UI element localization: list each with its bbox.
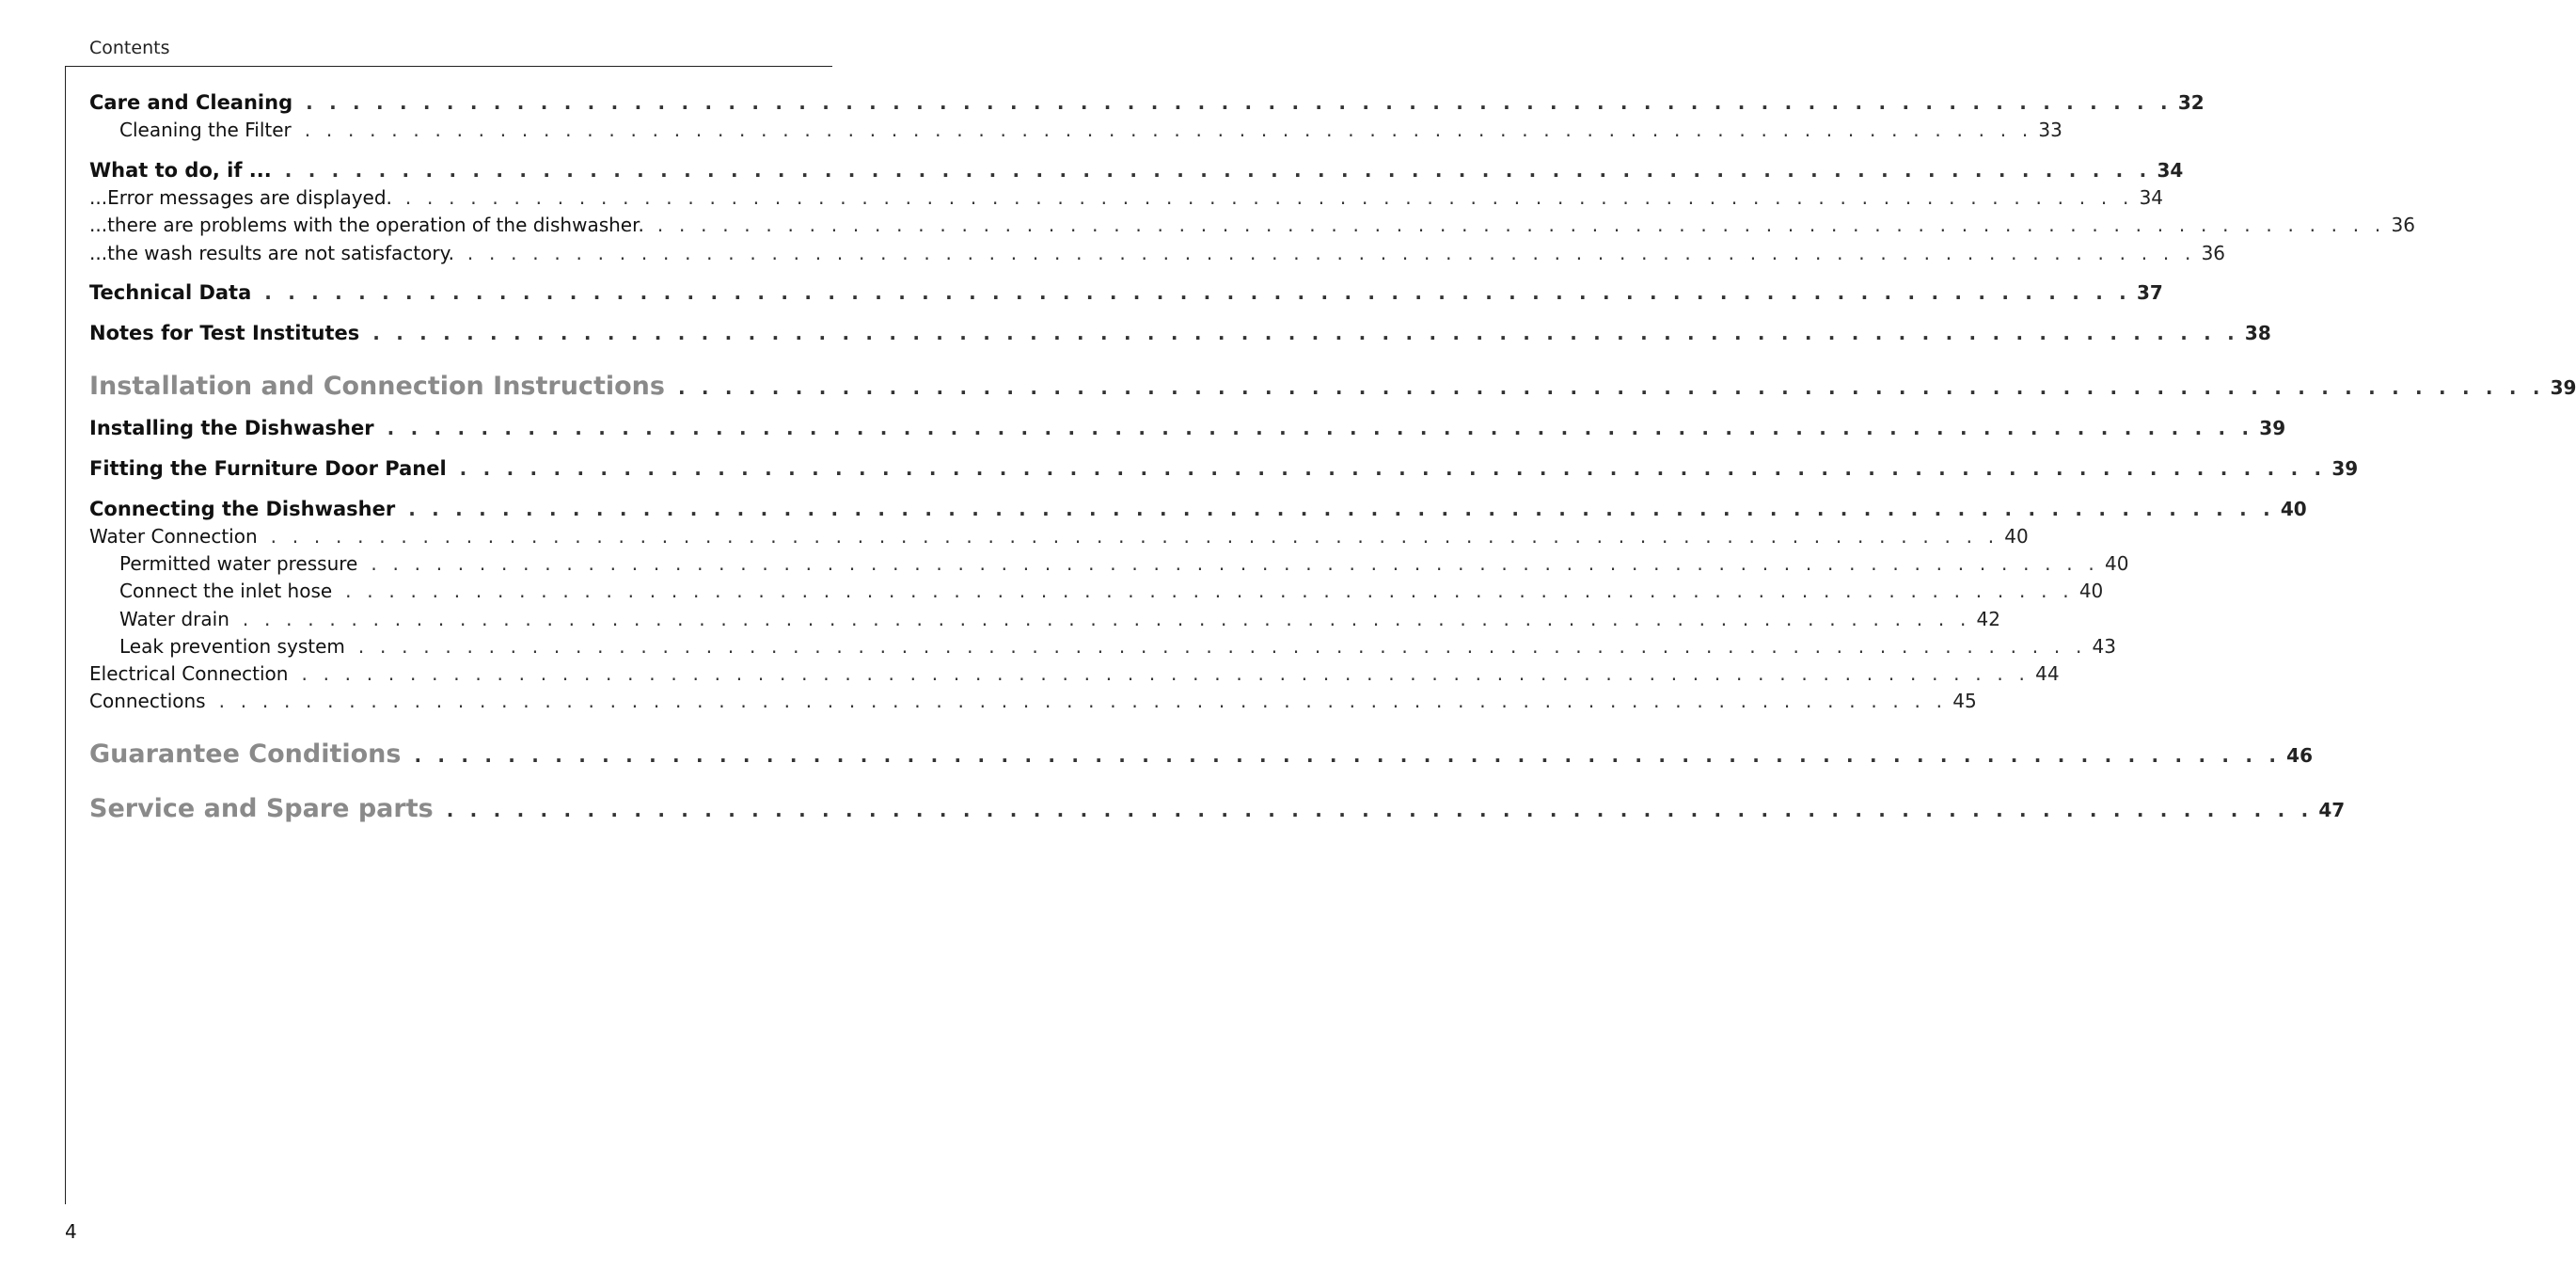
dot-leader: . . . . . . . . . . . . . . . . . . . . . . . . . . . . . . . . . . . . . . . . . . . . . . . . . . . . . . . . . . . . . . . . . . . . . . . . . . . . . . . . — [301, 662, 2031, 685]
toc-entry-page: 36 — [2391, 214, 2415, 236]
toc-entry[interactable] — [89, 739, 2313, 769]
dot-leader: . . . . . . . . . . . . . . . . . . . . . . . . . . . . . . . . . . . . . . . . . . . . . . . . . . . . . . . . . . . . . . . . . . . . . . . . . . . . . . . . — [242, 608, 1971, 630]
toc-entry[interactable] — [89, 794, 2346, 823]
toc-entry-title: Leak prevention system — [119, 635, 345, 658]
dot-leader: . . . . . . . . . . . . . . . . . . . . . . . . . . . . . . . . . . . . . . . . . . . . . . . . . . . . . . . . . . . . . . . . . . . . . . . . . . . . . . . . — [387, 417, 2254, 439]
toc-entry[interactable] — [119, 119, 2062, 141]
toc-entry-page: 46 — [2286, 744, 2313, 767]
toc-entry-page: 47 — [2318, 799, 2346, 821]
dot-leader: . . . . . . . . . . . . . . . . . . . . . . . . . . . . . . . . . . . . . . . . . . . . . . . . . . . . . . . . . . . . . . . . . . . . . . . . . . . . . . . . — [408, 498, 2275, 520]
toc-entry[interactable] — [89, 186, 2164, 209]
toc-entry[interactable] — [89, 214, 2415, 236]
toc-entry[interactable] — [89, 281, 2163, 304]
toc-entry-title: Care and Cleaning — [89, 91, 293, 114]
toc-entry-title: Technical Data — [89, 281, 252, 304]
dot-leader: . . . . . . . . . . . . . . . . . . . . . . . . . . . . . . . . . . . . . . . . . . . . . . . . . . . . . . . . . . . . . . . . . . . . . . . . . . . . . . . . — [304, 119, 2033, 141]
toc-entry-page: 40 — [2280, 498, 2307, 520]
toc-entry[interactable] — [119, 608, 2000, 630]
toc-entry-title: Connecting the Dishwasher — [89, 498, 396, 520]
toc-entry-page: 40 — [2104, 552, 2129, 575]
toc-entry-title: Notes for Test Institutes — [89, 322, 360, 344]
toc-entry-title: ...there are problems with the operation of the dishwasher. — [89, 214, 644, 236]
toc-entry-title: Cleaning the Filter — [119, 119, 292, 141]
toc-entry-title: ...the wash results are not satisfactory. — [89, 242, 454, 264]
dot-leader: . . . . . . . . . . . . . . . . . . . . . . . . . . . . . . . . . . . . . . . . . . . . . . . . . . . . . . . . . . . . . . . . . . . . . . . . . . . . . . . . — [284, 159, 2152, 182]
dot-leader: . . . . . . . . . . . . . . . . . . . . . . . . . . . . . . . . . . . . . . . . . . . . . . . . . . . . . . . . . . . . . . . . . . . . . . . . . . . . . . . . — [466, 242, 2196, 264]
toc-entry-page: 40 — [2078, 580, 2104, 602]
toc-entry[interactable] — [89, 372, 2576, 401]
toc-entry-page: 39 — [2550, 376, 2576, 399]
toc-entry-title: Electrical Connection — [89, 662, 289, 685]
toc-entry-title: Service and Spare parts — [89, 794, 434, 823]
toc-entry-page: 34 — [2157, 159, 2184, 182]
dot-leader: . . . . . . . . . . . . . . . . . . . . . . . . . . . . . . . . . . . . . . . . . . . . . . . . . . . . . . . . . . . . . . . . . . . . . . . . . . . . . . . . — [357, 635, 2087, 658]
toc-entry[interactable] — [119, 552, 2129, 575]
dot-leader: . . . . . . . . . . . . . . . . . . . . . . . . . . . . . . . . . . . . . . . . . . . . . . . . . . . . . . . . . . . . . . . . . . . . . . . . . . . . . . . . — [372, 322, 2239, 344]
toc-entry-page: 40 — [2004, 525, 2029, 548]
toc-entry-page: 45 — [1952, 690, 1977, 712]
dot-leader: . . . . . . . . . . . . . . . . . . . . . . . . . . . . . . . . . . . . . . . . . . . . . . . . . . . . . . . . . . . . . . . . . . . . . . . . . . . . . . . . — [414, 744, 2282, 767]
toc-entry[interactable] — [89, 322, 2271, 344]
toc-entry-title: Water Connection — [89, 525, 258, 548]
toc-entry-page: 39 — [2331, 457, 2359, 480]
toc-entry[interactable] — [89, 690, 1977, 712]
toc-entry-title: Connect the inlet hose — [119, 580, 333, 602]
toc-entry-title: Water drain — [119, 608, 229, 630]
dot-leader: . . . . . . . . . . . . . . . . . . . . . . . . . . . . . . . . . . . . . . . . . . . . . . . . . . . . . . . . . . . . . . . . . . . . . . . . . . . . . . . . — [446, 799, 2314, 821]
dot-leader: . . . . . . . . . . . . . . . . . . . . . . . . . . . . . . . . . . . . . . . . . . . . . . . . . . . . . . . . . . . . . . . . . . . . . . . . . . . . . . . . — [270, 525, 1999, 548]
dot-leader: . . . . . . . . . . . . . . . . . . . . . . . . . . . . . . . . . . . . . . . . . . . . . . . . . . . . . . . . . . . . . . . . . . . . . . . . . . . . . . . . — [345, 580, 2074, 602]
toc-entry-title: ...Error messages are displayed. — [89, 186, 392, 209]
toc-entry-page: 42 — [1976, 608, 2000, 630]
toc-entry[interactable] — [89, 91, 2205, 114]
toc-entry-title: What to do, if ... — [89, 159, 272, 182]
toc-entry-title: Installation and Connection Instructions — [89, 372, 665, 401]
toc-entry-page: 39 — [2259, 417, 2286, 439]
toc-entry[interactable] — [89, 662, 2060, 685]
toc-entry[interactable] — [89, 417, 2286, 439]
dot-leader: . . . . . . . . . . . . . . . . . . . . . . . . . . . . . . . . . . . . . . . . . . . . . . . . . . . . . . . . . . . . . . . . . . . . . . . . . . . . . . . . — [459, 457, 2327, 480]
toc-entry-page: 37 — [2136, 281, 2163, 304]
toc-entry-page: 44 — [2035, 662, 2060, 685]
toc-entry-title: Connections — [89, 690, 206, 712]
toc-entry[interactable] — [119, 580, 2104, 602]
dot-leader: . . . . . . . . . . . . . . . . . . . . . . . . . . . . . . . . . . . . . . . . . . . . . . . . . . . . . . . . . . . . . . . . . . . . . . . . . . . . . . . . — [371, 552, 2099, 575]
toc-entry-title: Guarantee Conditions — [89, 739, 402, 769]
dot-leader: . . . . . . . . . . . . . . . . . . . . . . . . . . . . . . . . . . . . . . . . . . . . . . . . . . . . . . . . . . . . . . . . . . . . . . . . . . . . . . . . — [264, 281, 2131, 304]
dot-leader: . . . . . . . . . . . . . . . . . . . . . . . . . . . . . . . . . . . . . . . . . . . . . . . . . . . . . . . . . . . . . . . . . . . . . . . . . . . . . . . . — [656, 214, 2386, 236]
toc-entry-title: Fitting the Furniture Door Panel — [89, 457, 447, 480]
toc-entry-page: 36 — [2201, 242, 2226, 264]
toc-entry-page: 34 — [2139, 186, 2164, 209]
dot-leader: . . . . . . . . . . . . . . . . . . . . . . . . . . . . . . . . . . . . . . . . . . . . . . . . . . . . . . . . . . . . . . . . . . . . . . . . . . . . . . . . — [404, 186, 2134, 209]
toc-entry[interactable] — [89, 242, 2226, 264]
toc-entry[interactable] — [89, 457, 2359, 480]
dot-leader: . . . . . . . . . . . . . . . . . . . . . . . . . . . . . . . . . . . . . . . . . . . . . . . . . . . . . . . . . . . . . . . . . . . . . . . . . . . . . . . . — [218, 690, 1948, 712]
toc-entry-page: 38 — [2244, 322, 2271, 344]
toc-entry[interactable] — [119, 635, 2116, 658]
dot-leader: . . . . . . . . . . . . . . . . . . . . . . . . . . . . . . . . . . . . . . . . . . . . . . . . . . . . . . . . . . . . . . . . . . . . . . . . . . . . . . . . — [677, 376, 2545, 399]
page-number: 4 — [65, 1220, 77, 1243]
toc-entry-title: Installing the Dishwasher — [89, 417, 374, 439]
toc-entry[interactable] — [89, 159, 2184, 182]
toc-entry-page: 33 — [2038, 119, 2062, 141]
dot-leader: . . . . . . . . . . . . . . . . . . . . . . . . . . . . . . . . . . . . . . . . . . . . . . . . . . . . . . . . . . . . . . . . . . . . . . . . . . . . . . . . — [306, 91, 2173, 114]
toc-entry-page: 43 — [2092, 635, 2116, 658]
toc-entry-page: 32 — [2177, 91, 2205, 114]
running-header: Contents — [89, 38, 170, 58]
toc-entry-title: Permitted water pressure — [119, 552, 358, 575]
toc-entry[interactable] — [89, 498, 2307, 520]
toc-entry[interactable] — [89, 525, 2029, 548]
